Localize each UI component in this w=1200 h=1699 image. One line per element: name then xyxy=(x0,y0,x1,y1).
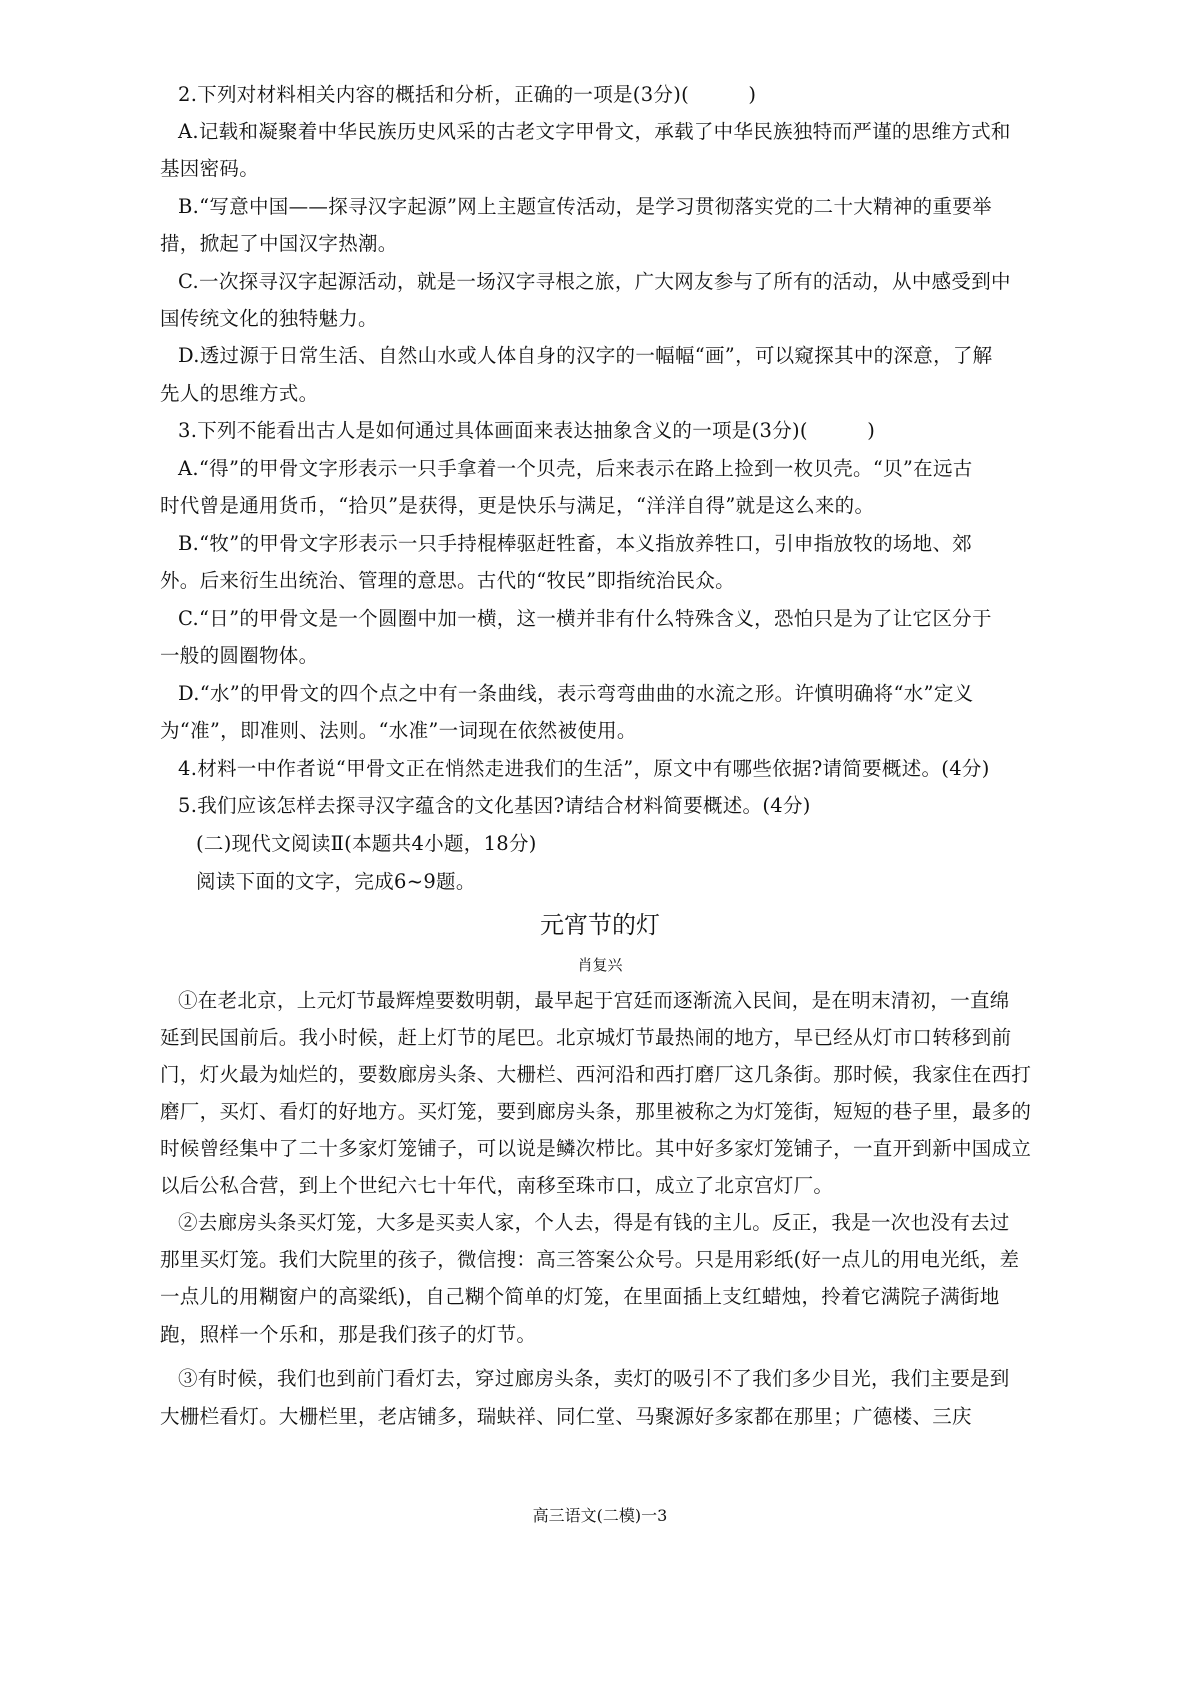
q2-option-c-cont: 国传统文化的独特魅力。 xyxy=(160,307,378,330)
q2-stem: 2.下列对材料相关内容的概括和分析，正确的一项是(3分)( ) xyxy=(178,83,757,106)
page-footer: 高三语文(二模)一3 xyxy=(532,1506,668,1525)
article-paragraph-1-line: 磨厂，买灯、看灯的好地方。买灯笼，要到廊房头条，那里被称之为灯笼街，短短的巷子里，最多的 xyxy=(160,1100,1032,1123)
article-paragraph-2-line: ②去廊房头条买灯笼，大多是买卖人家，个人去，得是有钱的主儿。反正，我是一次也没有去过 xyxy=(178,1211,1010,1234)
q3-option-a-cont: 时代曾是通用货币，“拾贝”是获得，更是快乐与满足，“洋洋自得”就是这么来的。 xyxy=(160,494,875,517)
article-author: 肖复兴 xyxy=(577,956,623,974)
q3-option-c: C.“日”的甲骨文是一个圆圈中加一横，这一横并非有什么特殊含义，恐怕只是为了让它区分于 xyxy=(178,607,992,630)
q2-option-b-cont: 措，掀起了中国汉字热潮。 xyxy=(160,232,398,255)
article-title: 元宵节的灯 xyxy=(540,911,660,939)
q3-option-b-cont: 外。后来衍生出统治、管理的意思。古代的“牧民”即指统治民众。 xyxy=(160,569,735,592)
article-paragraph-1-line: 延到民国前后。我小时候，赶上灯节的尾巴。北京城灯节最热闹的地方，早已经从灯市口转移到前 xyxy=(160,1026,1012,1049)
q5-stem: 5.我们应该怎样去探寻汉字蕴含的文化基因?请结合材料简要概述。(4分) xyxy=(178,794,811,817)
article-paragraph-1-line: 门，灯火最为灿烂的，要数廊房头条、大栅栏、西河沿和西打磨厂这几条街。那时候，我家住在西打 xyxy=(160,1063,1032,1086)
q3-option-a: A.“得”的甲骨文字形表示一只手拿着一个贝壳，后来表示在路上捡到一枚贝壳。“贝”在远古 xyxy=(178,457,973,480)
q4-stem: 4.材料一中作者说“甲骨文正在悄然走进我们的生活”，原文中有哪些依据?请简要概述。(4分) xyxy=(178,757,990,780)
article-paragraph-3-line: ③有时候，我们也到前门看灯去，穿过廊房头条，卖灯的吸引不了我们多少目光，我们主要是到 xyxy=(178,1367,1010,1390)
q3-stem: 3.下列不能看出古人是如何通过具体画面来表达抽象含义的一项是(3分)( ) xyxy=(178,419,876,442)
q3-option-b: B.“牧”的甲骨文字形表示一只手持棍棒驱赶牲畜，本义指放养牲口，引申指放牧的场地、郊 xyxy=(178,532,973,555)
article-paragraph-3-line: 大栅栏看灯。大栅栏里，老店铺多，瑞蚨祥、同仁堂、马聚源好多家都在那里；广德楼、三庆 xyxy=(160,1405,972,1428)
q3-option-d-cont: 为“准”，即准则、法则。“水准”一词现在依然被使用。 xyxy=(160,719,637,742)
article-paragraph-2-line: 那里买灯笼。我们大院里的孩子，微信搜：高三答案公众号。只是用彩纸(好一点儿的用电光纸，差 xyxy=(160,1248,1020,1271)
section-instruction: 阅读下面的文字，完成6~9题。 xyxy=(196,870,476,893)
q2-option-d: D.透过源于日常生活、自然山水或人体自身的汉字的一幅幅“画”，可以窥探其中的深意，了解 xyxy=(178,344,993,367)
article-paragraph-1-line: 以后公私合营，到上个世纪六七十年代，南移至珠市口，成立了北京宫灯厂。 xyxy=(160,1174,834,1197)
q2-option-d-cont: 先人的思维方式。 xyxy=(160,382,319,405)
q2-option-c: C.一次探寻汉字起源活动，就是一场汉字寻根之旅，广大网友参与了所有的活动，从中感受到中 xyxy=(178,270,1011,293)
section-heading: (二)现代文阅读Ⅱ(本题共4小题，18分) xyxy=(196,832,537,855)
q2-option-a-cont: 基因密码。 xyxy=(160,157,260,180)
q2-option-a: A.记载和凝聚着中华民族历史风采的古老文字甲骨文，承载了中华民族独特而严谨的思维方式和 xyxy=(178,120,1011,143)
article-paragraph-1-line: 时候曾经集中了二十多家灯笼铺子，可以说是鳞次栉比。其中好多家灯笼铺子，一直开到新中国成立 xyxy=(160,1137,1032,1160)
article-paragraph-2-line: 跑，照样一个乐和，那是我们孩子的灯节。 xyxy=(160,1323,537,1346)
article-paragraph-2-line: 一点儿的用糊窗户的高粱纸)，自己糊个简单的灯笼，在里面插上支红蜡烛，拎着它满院子满街地 xyxy=(160,1285,1000,1308)
q3-option-c-cont: 一般的圆圈物体。 xyxy=(160,644,319,667)
article-paragraph-1-line: ①在老北京，上元灯节最辉煌要数明朝，最早起于宫廷而逐渐流入民间，是在明末清初，一直绵 xyxy=(178,989,1010,1012)
q2-option-b: B.“写意中国——探寻汉字起源”网上主题宣传活动，是学习贯彻落实党的二十大精神的重要举 xyxy=(178,195,992,218)
q3-option-d: D.“水”的甲骨文的四个点之中有一条曲线，表示弯弯曲曲的水流之形。许慎明确将“水”定义 xyxy=(178,682,974,705)
